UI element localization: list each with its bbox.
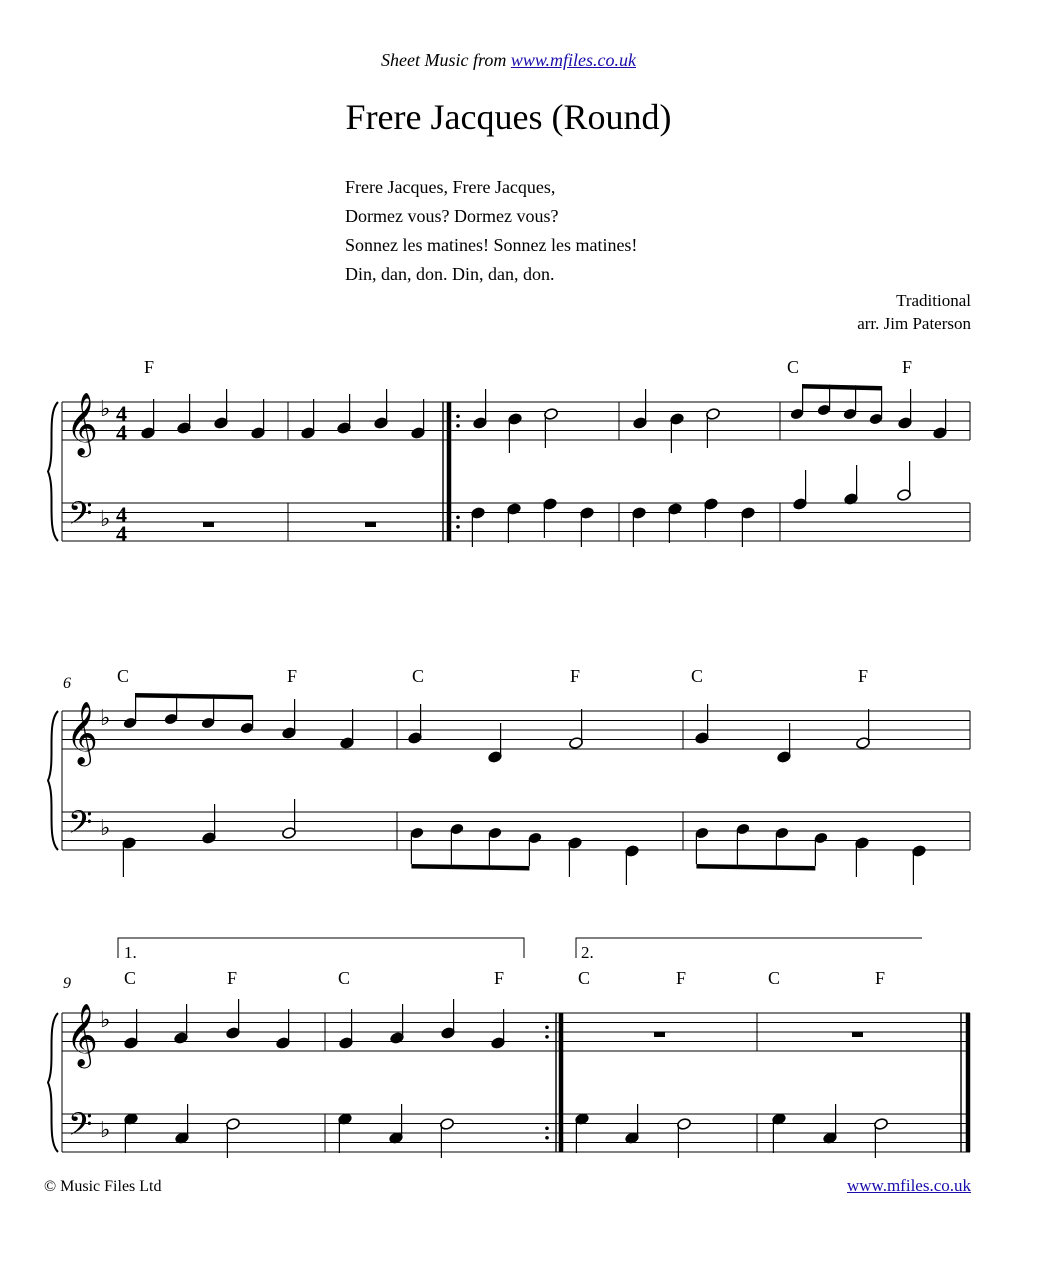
arranger-credit: arr. Jim Paterson — [857, 314, 971, 333]
source-link[interactable]: www.mfiles.co.uk — [510, 50, 636, 70]
lyrics-line: Dormez vous? Dormez vous? — [345, 206, 559, 226]
key-signature-flat: ♭ — [100, 396, 111, 421]
time-signature: 4 — [116, 401, 127, 426]
treble-clef: 𝄞 — [66, 1005, 98, 1065]
lyrics-line: Frere Jacques, Frere Jacques, — [345, 177, 556, 197]
score-system-3 — [48, 999, 970, 1158]
first-ending-bracket — [118, 938, 524, 958]
repeat-dot — [456, 415, 460, 419]
measure-number: 9 — [63, 975, 71, 992]
footer-link[interactable]: www.mfiles.co.uk — [846, 1176, 971, 1195]
beam — [136, 693, 253, 700]
key-signature-flat: ♭ — [100, 1007, 111, 1032]
chord-symbol: F — [144, 357, 155, 377]
chord-symbol: C — [338, 968, 351, 988]
composer-credit: Traditional — [896, 291, 971, 310]
half-rest — [852, 1032, 863, 1037]
copyright-notice: © Music Files Ltd — [44, 1178, 162, 1195]
chord-symbol: C — [768, 968, 781, 988]
chord-symbol: F — [858, 666, 869, 686]
repeat-dot — [545, 1127, 549, 1131]
key-signature-flat: ♭ — [100, 506, 111, 531]
time-signature: 4 — [116, 521, 127, 546]
chord-symbol: C — [412, 666, 425, 686]
chord-symbol: F — [676, 968, 687, 988]
key-signature-flat: ♭ — [100, 1117, 111, 1142]
score-system-2 — [48, 693, 970, 885]
repeat-dot — [456, 516, 460, 520]
chord-symbol: F — [875, 968, 886, 988]
beam — [803, 384, 882, 391]
half-rest — [203, 522, 214, 527]
staff-brace — [48, 402, 58, 541]
chord-symbol: C — [124, 968, 137, 988]
repeat-dot — [456, 525, 460, 529]
bass-clef: 𝄢 — [68, 1108, 93, 1150]
bass-clef: 𝄢 — [68, 497, 93, 539]
repeat-dot — [545, 1136, 549, 1140]
repeat-dot — [545, 1035, 549, 1039]
chord-symbol: C — [691, 666, 704, 686]
time-signature: 4 — [116, 502, 127, 527]
chord-symbol: F — [227, 968, 238, 988]
chord-symbol: C — [787, 357, 800, 377]
key-signature-flat: ♭ — [100, 705, 111, 730]
repeat-dot — [545, 1026, 549, 1030]
score-system-1 — [48, 384, 970, 547]
staff-brace — [48, 1013, 58, 1152]
chord-symbol: C — [117, 666, 130, 686]
half-rest — [654, 1032, 665, 1037]
treble-clef: 𝄞 — [66, 394, 98, 454]
repeat-dot — [456, 424, 460, 428]
time-signature: 4 — [116, 420, 127, 445]
lyrics-line: Sonnez les matines! Sonnez les matines! — [345, 235, 638, 255]
bass-clef: 𝄢 — [68, 806, 93, 848]
beam — [696, 864, 815, 871]
chord-symbol: F — [902, 357, 913, 377]
second-ending-label: 2. — [581, 943, 594, 962]
second-ending-bracket — [576, 938, 922, 958]
treble-clef: 𝄞 — [66, 703, 98, 763]
staff-brace — [48, 711, 58, 850]
chord-symbol: F — [287, 666, 298, 686]
page-title: Frere Jacques (Round) — [345, 97, 672, 137]
source-prefix: Sheet Music from — [381, 50, 507, 70]
key-signature-flat: ♭ — [100, 815, 111, 840]
chord-symbol: F — [494, 968, 505, 988]
chord-symbol: F — [570, 666, 581, 686]
first-ending-label: 1. — [124, 943, 137, 962]
measure-number: 6 — [63, 675, 71, 692]
half-rest — [365, 522, 376, 527]
chord-symbol: C — [578, 968, 591, 988]
beam — [411, 864, 529, 871]
lyrics-line: Din, dan, don. Din, dan, don. — [345, 264, 555, 284]
